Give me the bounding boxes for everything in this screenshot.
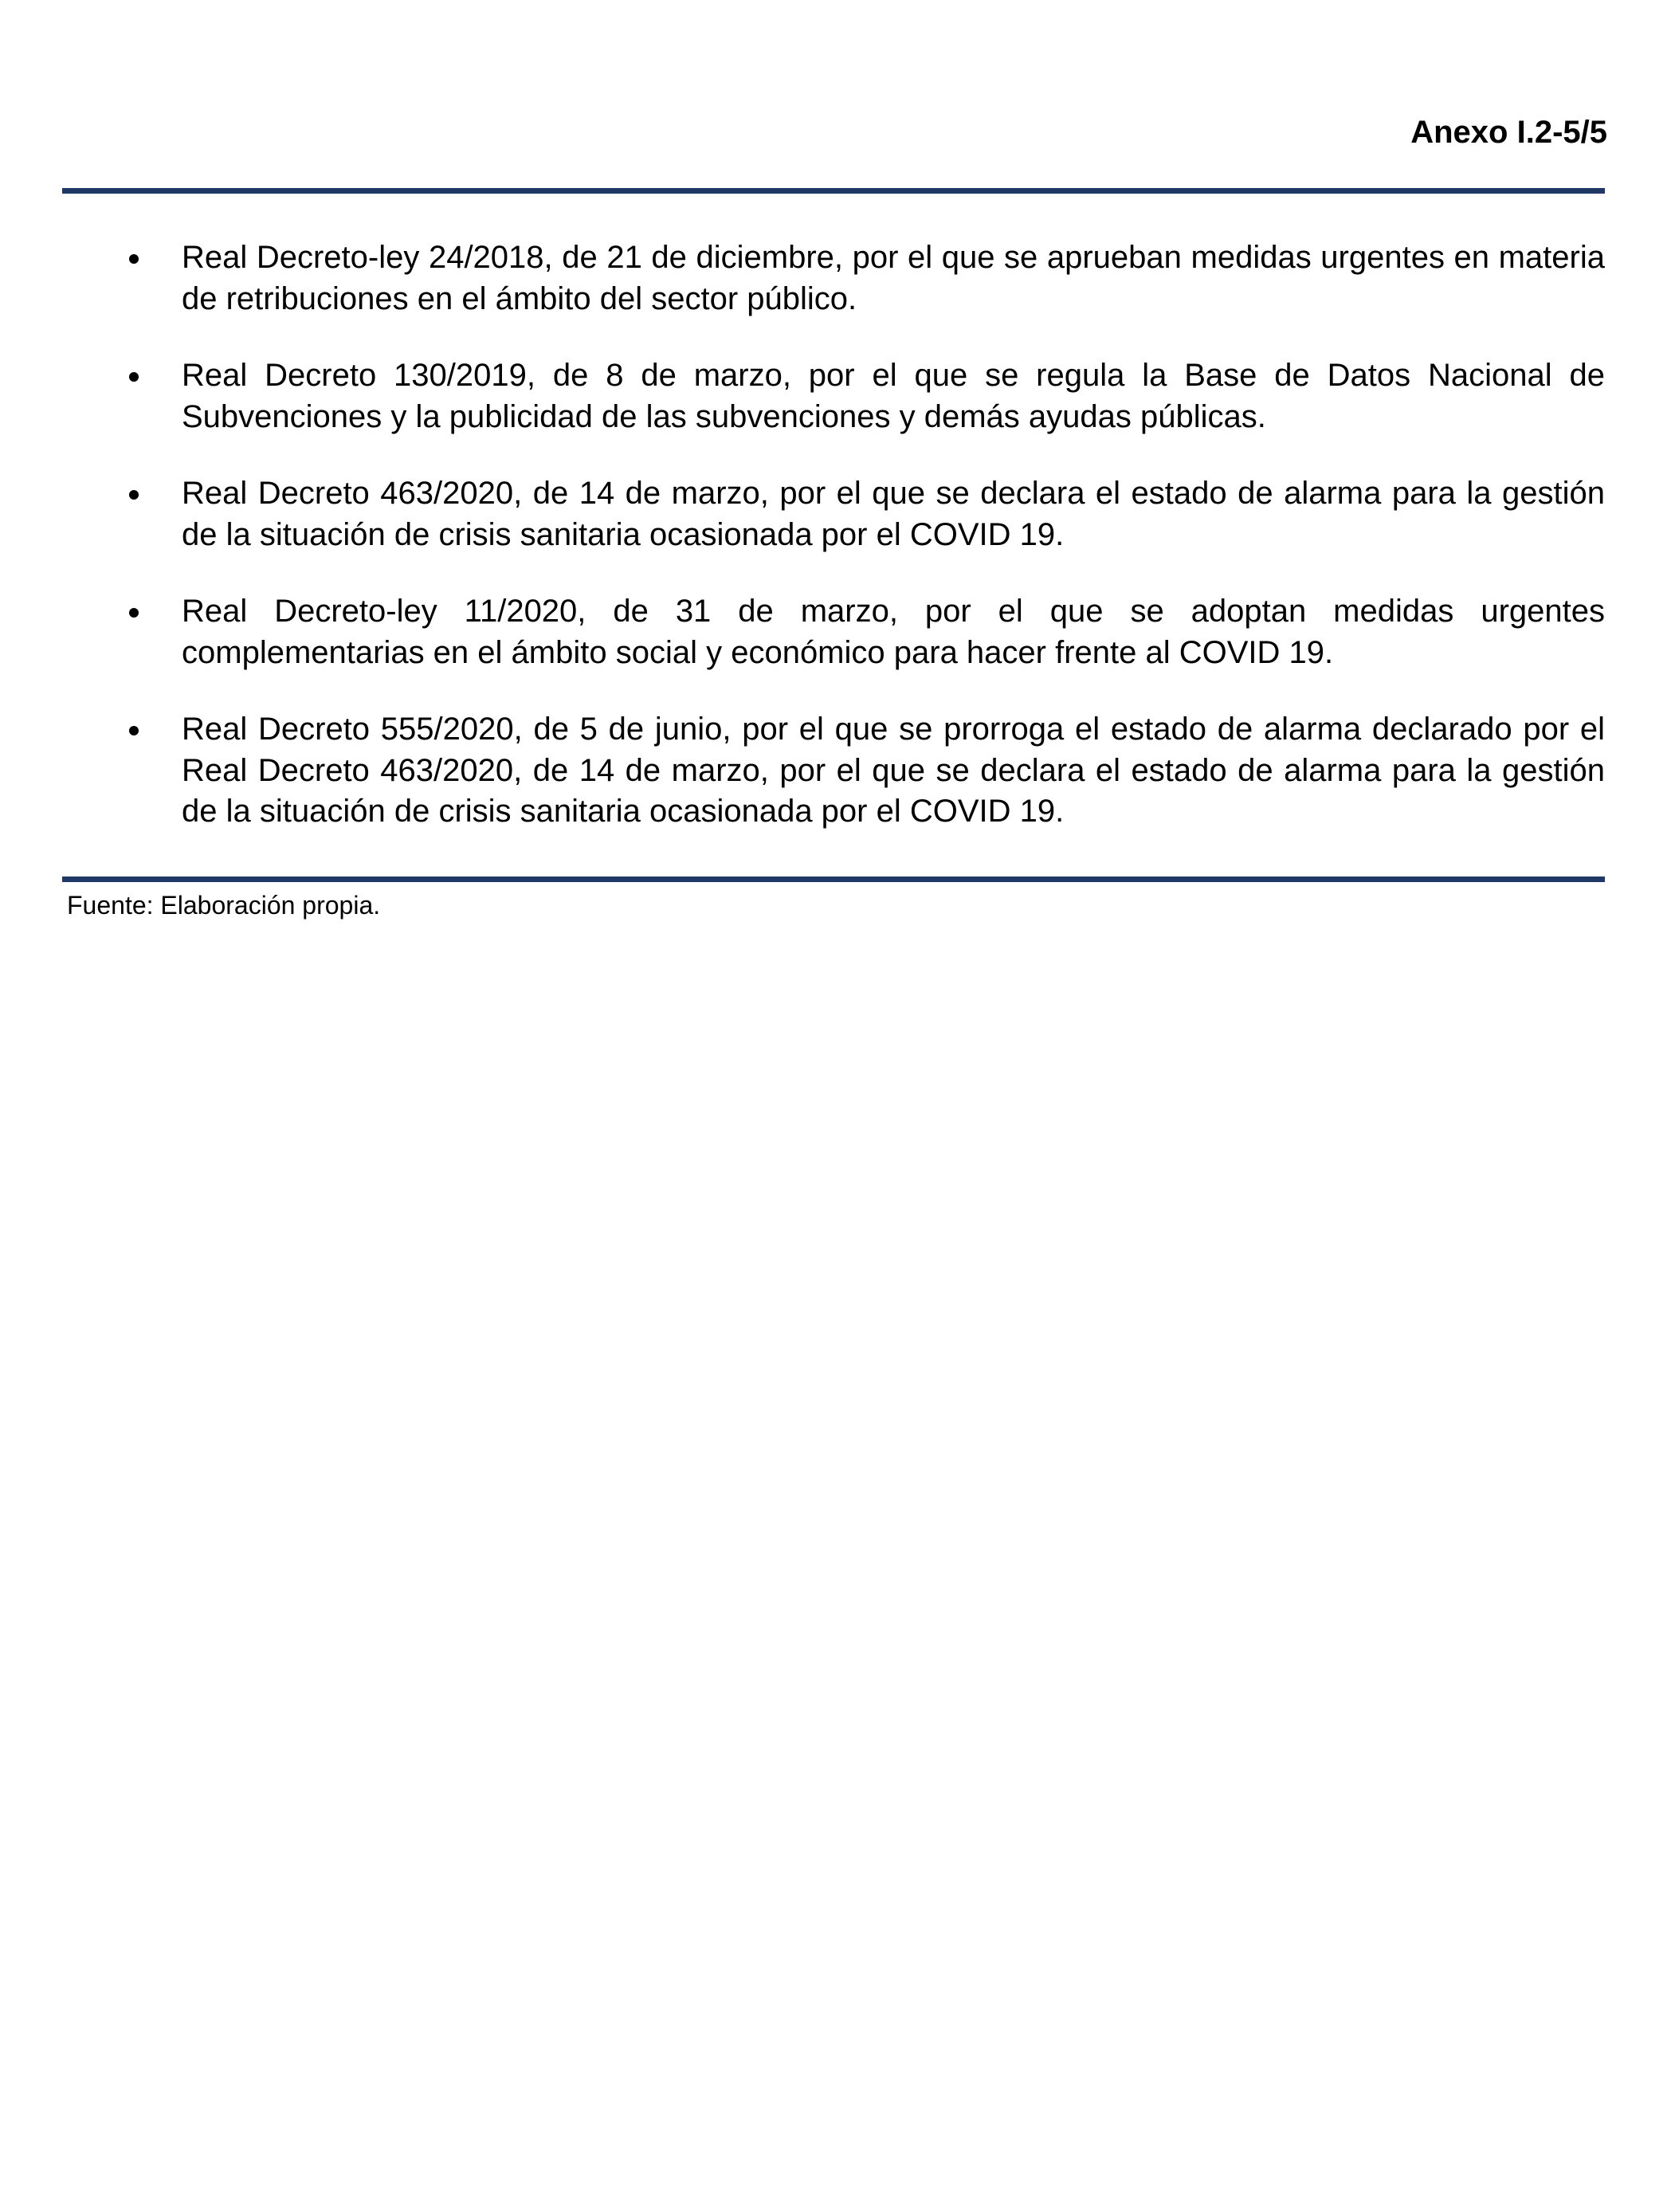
law-text: Real Decreto-ley 24/2018, de 21 de diciembre, por el que se aprueban medidas urgentes en materia de retribuciones en el ámbito del sector público. (182, 240, 1605, 316)
annex-label: Anexo I.2-5/5 (1410, 115, 1607, 150)
law-text: Real Decreto-ley 11/2020, de 31 de marzo, por el que se adoptan medidas urgentes complementarias en el ámbito social y económico para hacer frente al COVID 19. (182, 594, 1605, 670)
bullet-icon (129, 490, 139, 500)
list-item (62, 591, 1605, 673)
top-divider (62, 188, 1605, 194)
list-item (62, 709, 1605, 833)
bottom-divider (62, 877, 1605, 882)
law-text: Real Decreto 463/2020, de 14 de marzo, por el que se declara el estado de alarma para la gestión de la situación de crisis sanitaria ocasionada por el COVID 19. (182, 476, 1605, 552)
bullet-icon (129, 726, 139, 735)
law-list (62, 237, 1605, 833)
bullet-icon (129, 608, 139, 618)
bullet-icon (129, 254, 139, 264)
list-item (62, 473, 1605, 555)
law-text: Real Decreto 555/2020, de 5 de junio, por el que se prorroga el estado de alarma declarado por el Real Decreto 463/2020, de 14 de marzo, por el que se declara el estado de alarma para la gestión de la situación de crisis sanitaria ocasionada por el COVID 19. (182, 712, 1605, 829)
bullet-icon (129, 372, 139, 382)
source-note: Fuente: Elaboración propia. (67, 891, 381, 920)
list-item (62, 237, 1605, 320)
list-item (62, 355, 1605, 437)
law-text: Real Decreto 130/2019, de 8 de marzo, por el que se regula la Base de Datos Nacional de Subvenciones y la publicidad de las subvenciones y demás ayudas públicas. (182, 358, 1605, 434)
